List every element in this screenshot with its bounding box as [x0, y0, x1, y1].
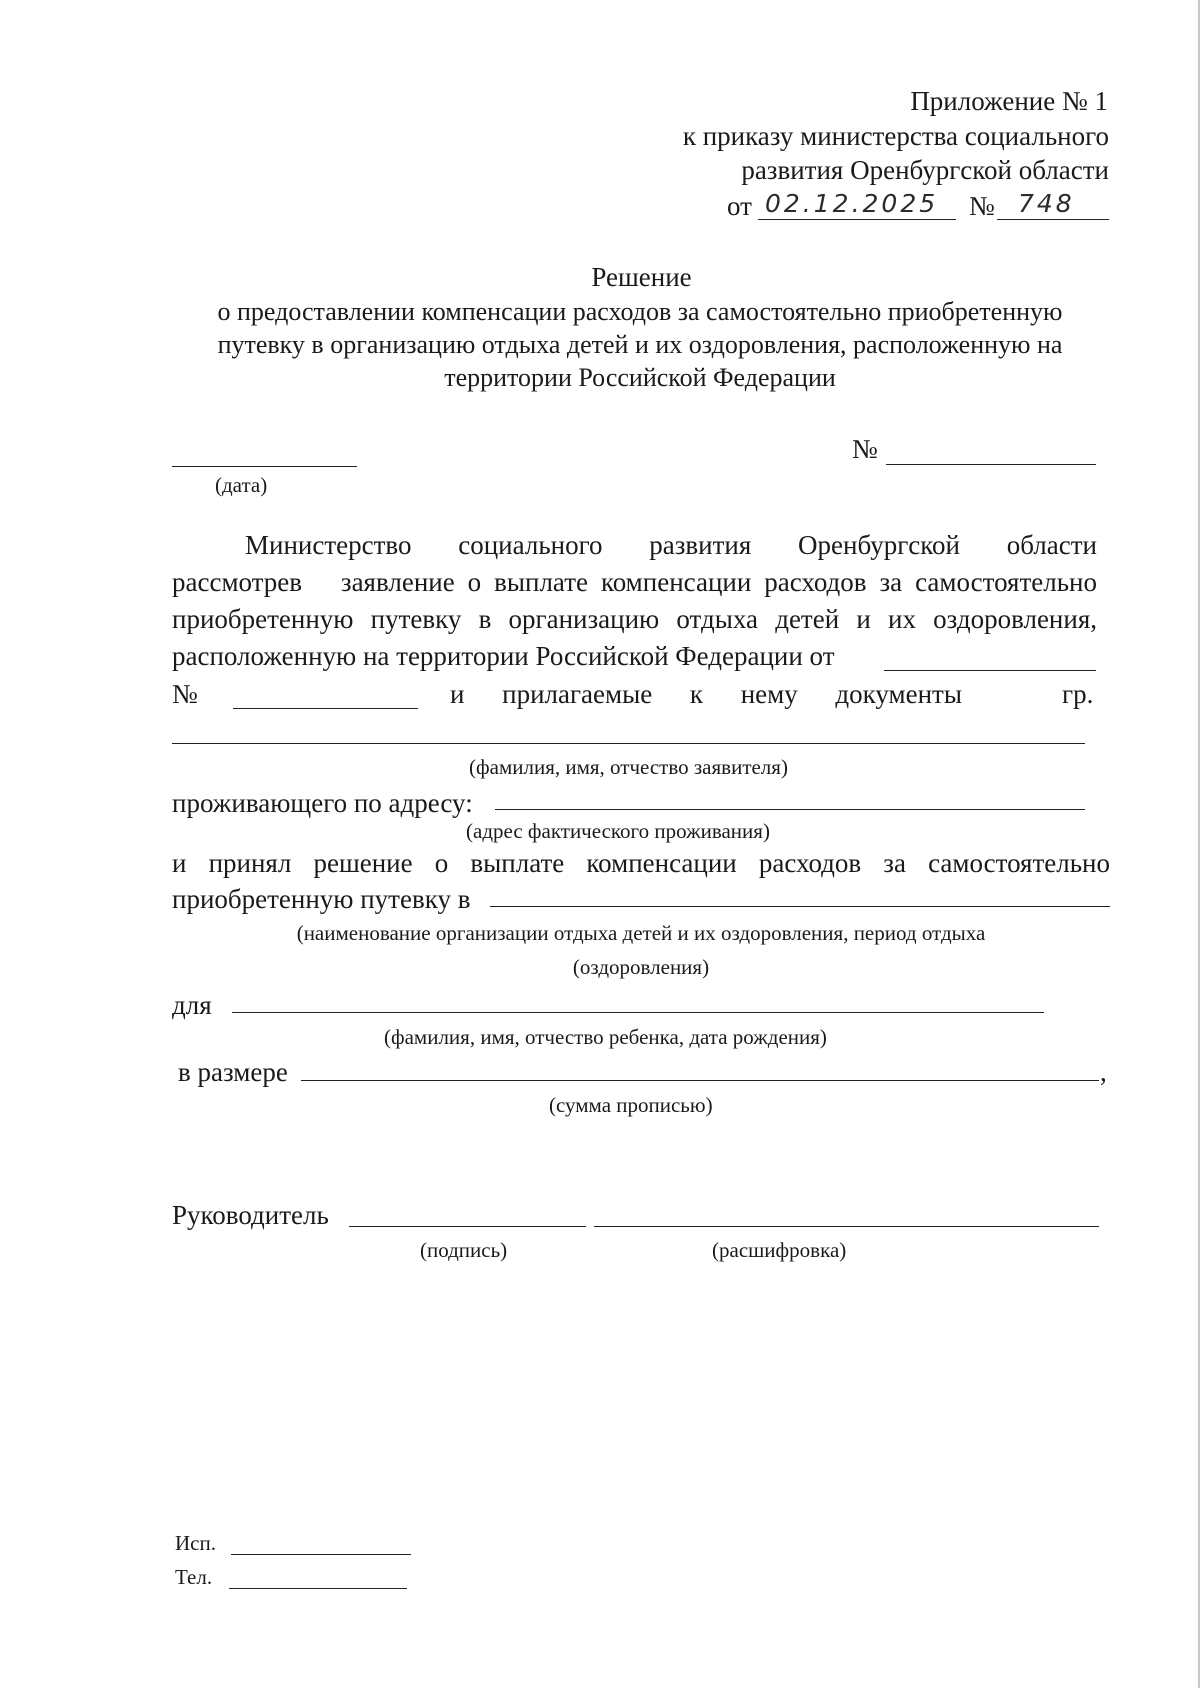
body-word: области [1006, 530, 1097, 560]
signature-line[interactable] [349, 1226, 586, 1227]
appendix-number: Приложение № 1 [910, 86, 1108, 116]
body-line-5 [450, 679, 962, 709]
body-word: документы [835, 679, 962, 709]
executor-label: Исп. [175, 1531, 216, 1555]
application-number-prefix: № [172, 679, 198, 709]
child-caption: (фамилия, имя, отчество ребенка, дата рождения) [384, 1025, 827, 1049]
body-word: Оренбургской [798, 530, 960, 560]
body-word: развития [649, 530, 752, 560]
decision-number-prefix: № [852, 434, 878, 464]
organization-caption-1: (наименование организации отдыха детей и их оздоровления, период отдыха [296, 921, 986, 945]
amount-line[interactable] [301, 1080, 1099, 1081]
head-label: Руководитель [172, 1200, 329, 1230]
phone-label: Тел. [175, 1565, 213, 1589]
amount-label: в размере [178, 1057, 288, 1087]
order-number-prefix: № [969, 191, 995, 221]
amount-caption: (сумма прописью) [549, 1093, 713, 1117]
body-word: социального [458, 530, 603, 560]
order-date-line [758, 219, 956, 220]
body-line-3: приобретенную путевку в организацию отдыха детей и их оздоровления, [172, 604, 1097, 634]
order-number-handwritten: 748 [1018, 189, 1075, 218]
address-label: проживающего по адресу: [172, 788, 473, 818]
decision-text: и принял решение о выплате компенсации расходов за самостоятельно [172, 848, 1110, 878]
body-line-4: расположенную на территории Российской Федерации от [172, 641, 835, 671]
title-line-1: о предоставлении компенсации расходов за самостоятельно приобретенную [217, 297, 1063, 326]
ministry-name: развития Оренбургской области [741, 155, 1109, 185]
address-caption: (адрес фактического проживания) [466, 819, 770, 843]
voucher-label: приобретенную путевку в [172, 884, 471, 914]
order-date-prefix: от [727, 191, 752, 221]
signature-decode-line[interactable] [594, 1226, 1099, 1227]
title-line-3: территории Российской Федерации [444, 363, 836, 392]
title-line-2: путевку в организацию отдыха детей и их оздоровления, расположенную на [217, 330, 1063, 359]
citizen-abbrev: гр. [1062, 679, 1094, 709]
application-date-line[interactable] [884, 670, 1096, 671]
organization-caption-2: (оздоровления) [572, 955, 710, 979]
order-number-line [997, 219, 1109, 220]
application-number-line[interactable] [233, 708, 418, 709]
for-label: для [172, 990, 212, 1020]
amount-comma: , [1100, 1057, 1107, 1087]
date-caption: (дата) [215, 473, 268, 497]
executor-line[interactable] [231, 1554, 411, 1555]
address-line[interactable] [495, 809, 1085, 810]
body-word: и [450, 679, 465, 709]
child-name-line[interactable] [232, 1012, 1044, 1013]
order-reference: к приказу министерства социального [682, 121, 1109, 151]
body-line-2: рассмотрев заявление о выплате компенсации расходов за самостоятельно [172, 567, 1097, 597]
signature-caption: (подпись) [420, 1238, 508, 1262]
body-word: к [689, 679, 704, 709]
body-word: прилагаемые [502, 679, 653, 709]
body-word: нему [740, 679, 798, 709]
decode-caption: (расшифровка) [712, 1238, 847, 1262]
decision-date-line[interactable] [172, 466, 357, 467]
body-word: Министерство [245, 530, 412, 560]
applicant-name-line[interactable] [172, 743, 1085, 744]
order-date-handwritten: 02.12.2025 [765, 189, 939, 218]
body-line-1 [245, 530, 1097, 560]
decision-number-line[interactable] [886, 464, 1096, 465]
phone-line[interactable] [229, 1588, 407, 1589]
document-title: Решение [591, 262, 692, 292]
organization-line[interactable] [490, 906, 1110, 907]
applicant-caption: (фамилия, имя, отчество заявителя) [469, 755, 788, 779]
